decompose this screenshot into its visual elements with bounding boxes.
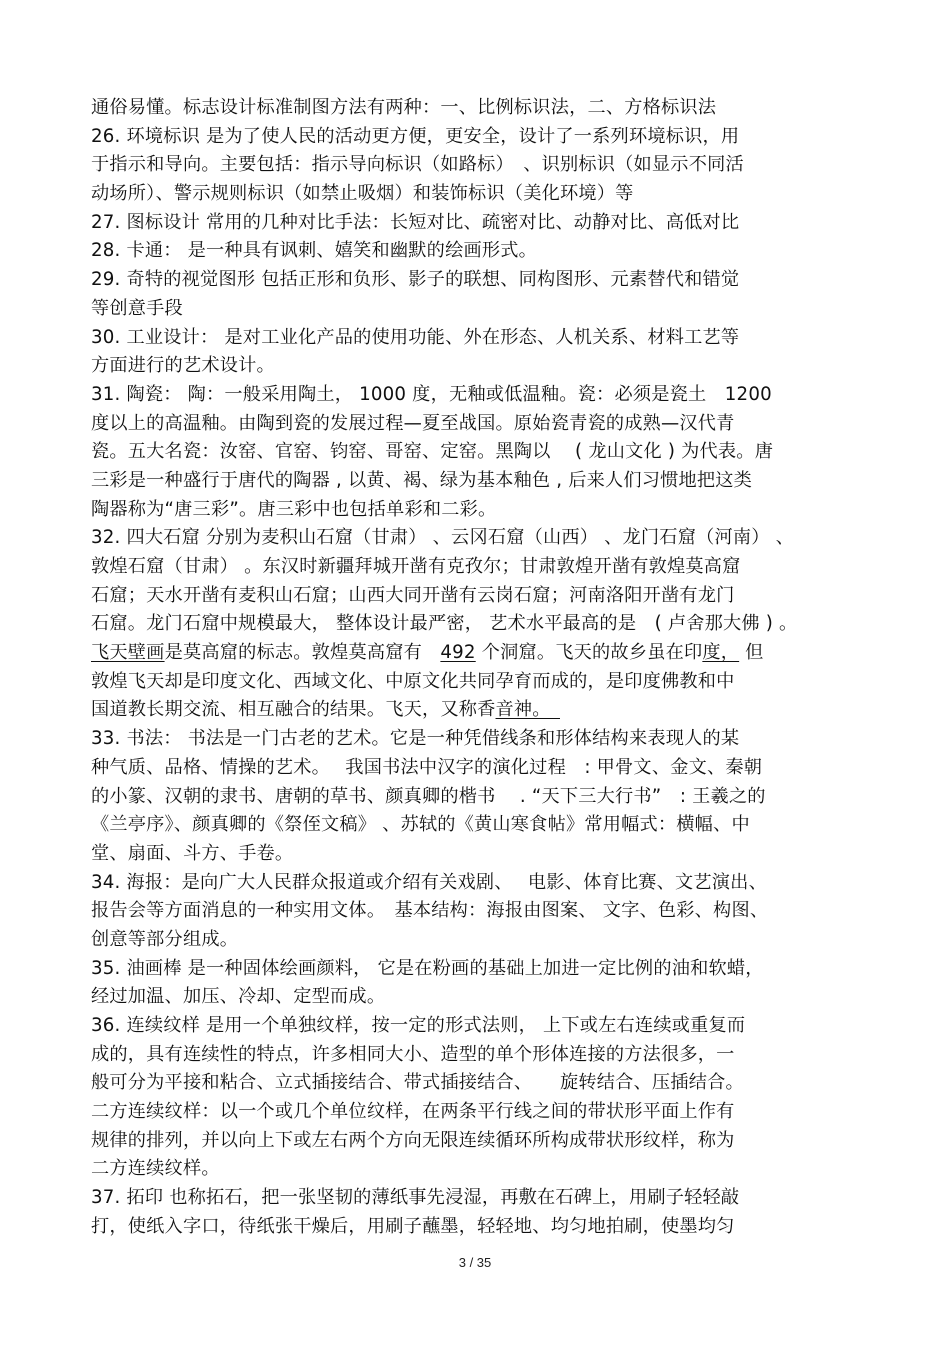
text-line: 度以上的高温釉。由陶到瓷的发展过程—夏至战国。原始瓷青瓷的成熟—汉代青: [91, 412, 735, 434]
underlined-text: 飞天壁画: [91, 642, 165, 664]
text-line: 经过加温、加压、冷却、定型而成。: [91, 986, 386, 1008]
text-line: 27. 图标设计 常用的几种对比手法：长短对比、疏密对比、动静对比、高低对比: [91, 211, 740, 233]
text-line: 二方连续纹样：以一个或几个单位纹样，在两条平行线之间的带状形平面上作有: [91, 1101, 735, 1123]
text-line: 种气质、品格、情操的艺术。 我国书法中汉字的演化过程 : 甲骨文、金文、秦朝: [91, 756, 763, 778]
text-line: 飞天壁画是莫高窟的标志。敦煌莫高窟有 492 个洞窟。飞天的故乡虽在印度， 但: [91, 642, 764, 664]
text-line: 33. 书法： 书法是一门古老的艺术。它是一种凭借线条和形体结构来表现人的某: [91, 728, 740, 750]
text-line: 堂、扇面、斗方、手卷。: [91, 842, 294, 864]
text-line: 29. 奇特的视觉图形 包括正形和负形、影子的联想、同构图形、元素替代和错觉: [91, 269, 740, 291]
text-line: 成的，具有连续性的特点，许多相同大小、造型的单个形体连接的方法很多，一: [91, 1043, 735, 1065]
text-line: 32. 四大石窟 分别为麦积山石窟（甘肃） 、云冈石窟（山西） 、龙门石窟（河南） 、: [91, 527, 794, 549]
underlined-text: 度，: [702, 642, 740, 664]
text-line: 二方连续纹样。: [91, 1158, 220, 1180]
text-line: 26. 环境标识 是为了使人民的活动更方便，更安全，设计了一系列环境标识，用: [91, 125, 740, 147]
text-block: [91, 668, 881, 697]
text-line: 的小篆、汉朝的隶书、唐朝的草书、颜真卿的楷书 . “天下三大行书” : 王羲之的: [91, 785, 766, 807]
document-body: [91, 94, 881, 1242]
text-line: 34. 海报：是向广大人民群众报道或介绍有关戏剧、 电影、体育比赛、文艺演出、: [91, 871, 767, 893]
text-line: 陶器称为“唐三彩”。唐三彩中也包括单彩和二彩。: [91, 498, 497, 520]
text-line: 31. 陶瓷： 陶：一般采用陶土， 1000 度，无釉或低温釉。瓷：必须是瓷土 1200: [91, 383, 772, 405]
text-line: 36. 连续纹样 是用一个单独纹样，按一定的形式法则， 上下或左右连续或重复而: [91, 1015, 746, 1036]
text-line: 国道教长期交流、相互融合的结果。飞天，又称香音神。: [91, 699, 560, 721]
text-block: [91, 725, 881, 1241]
text-block: [91, 94, 881, 639]
underlined-text: 音神。: [495, 699, 560, 721]
text-line: 石窟；天水开凿有麦积山石窟；山西大同开凿有云岗石窟；河南洛阳开凿有龙门: [91, 584, 735, 606]
text-line: 《兰亭序》、颜真卿的《祭侄文稿》 、苏轼的《黄山寒食帖》常用幅式：横幅、中: [91, 814, 750, 836]
text-line: 28. 卡通： 是一种具有讽刺、嬉笑和幽默的绘画形式。: [91, 240, 538, 262]
text-line: 方面进行的艺术设计。: [91, 355, 275, 377]
text-line: 37. 拓印 也称拓石，把一张坚韧的薄纸事先浸湿，再敷在石碑上，用刷子轻轻敲: [91, 1187, 740, 1209]
text-line: 瓷。五大名瓷：汝窑、官窑、钧窑、哥窑、定窑。黑陶以 ( 龙山文化 ) 为代表。唐: [91, 441, 774, 463]
text-line: 于指示和导向。主要包括：指示导向标识（如路标） 、识别标识（如显示不同活: [91, 154, 744, 176]
text-line: 报告会等方面消息的一种实用文体。 基本结构：海报由图案、 文字、色彩、构图、: [91, 900, 769, 922]
text-line: 敦煌石窟（甘肃） 。东汉时新疆拜城开凿有克孜尔；甘肃敦煌开凿有敦煌莫高窟: [91, 556, 741, 577]
text-line: 石窟。龙门石窟中规模最大， 整体设计最严密， 艺术水平最高的是 ( 卢舍那大佛 ) 。: [91, 613, 798, 635]
text-line: 通俗易懂。标志设计标准制图方法有两种：一、比例标识法，二、方格标识法: [91, 97, 717, 118]
page-number: 3 / 35: [458, 1255, 492, 1270]
text-line: 等创意手段: [91, 297, 183, 319]
underlined-text: 492: [440, 642, 476, 664]
text-line: 创意等部分组成。: [91, 928, 239, 950]
text-line: 规律的排列，并以向上下或左右两个方向无限连续循环所构成带状形纹样，称为: [91, 1129, 735, 1151]
text-line: 敦煌飞天却是印度文化、西域文化、中原文化共同孕育而成的，是印度佛教和中: [91, 670, 735, 692]
text-line: 三彩是一种盛行于唐代的陶器 , 以黄、褐、绿为基本釉色 , 后来人们习惯地把这类: [91, 469, 753, 491]
text-line: 35. 油画棒 是一种固体绘画颜料， 它是在粉画的基础上加进一定比例的油和软蜡，: [91, 957, 764, 979]
text-line: 打，使纸入字口，待纸张干燥后，用刷子蘸墨，轻轻地、均匀地拍刷，使墨均匀: [91, 1215, 735, 1237]
text-line: 30. 工业设计： 是对工业化产品的使用功能、外在形态、人机关系、材料工艺等: [91, 326, 740, 348]
text-line: 般可分为平接和粘合、立式插接结合、带式插接结合、 旋转结合、压插结合。: [91, 1072, 744, 1094]
text-line: 动场所）、警示规则标识（如禁止吸烟）和装饰标识（美化环境）等: [91, 183, 634, 205]
